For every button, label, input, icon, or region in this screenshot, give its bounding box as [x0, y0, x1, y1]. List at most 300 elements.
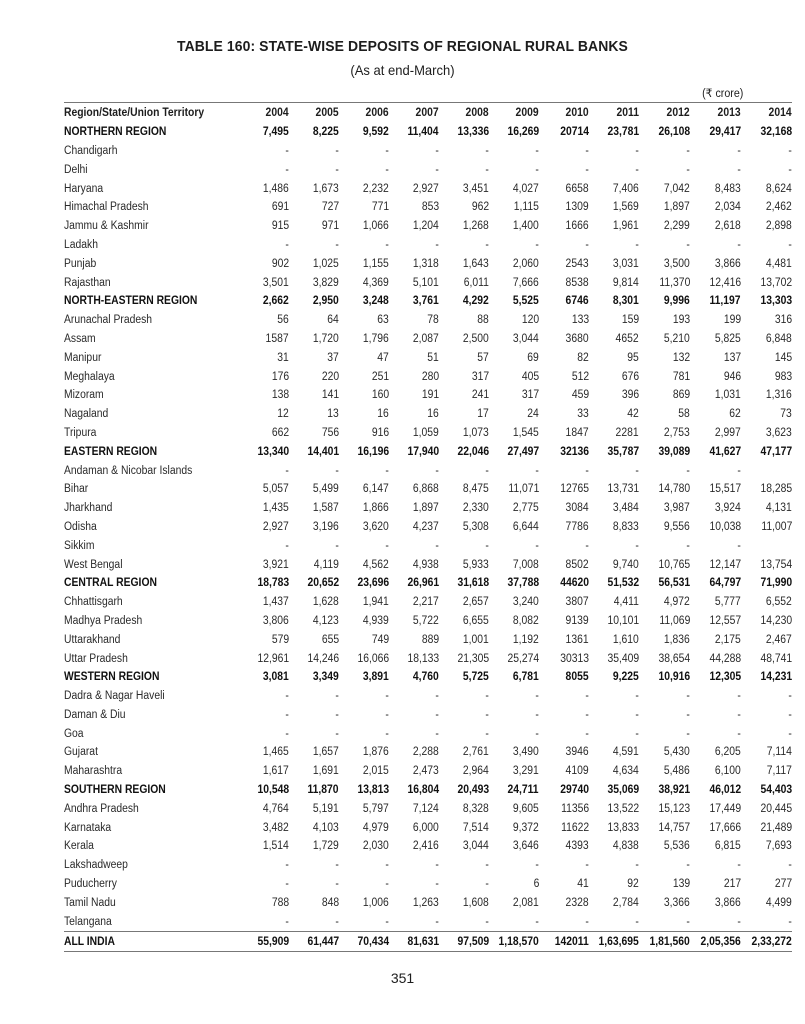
- cell-value: 56: [277, 314, 289, 327]
- row-label-cell: [64, 292, 239, 311]
- value-cell: [741, 724, 792, 743]
- row-label-cell: [64, 668, 239, 687]
- cell-value: 3,240: [513, 596, 539, 609]
- row-label: Puducherry: [64, 878, 117, 891]
- value-cell: [539, 555, 589, 574]
- cell-value: 1,81,560: [649, 935, 690, 948]
- cell-value: 159: [621, 314, 639, 327]
- cell-value: -: [385, 915, 389, 928]
- cell-value: 1361: [565, 633, 589, 646]
- region-row: [64, 442, 792, 461]
- value-cell: [539, 254, 589, 273]
- cell-value: -: [585, 144, 589, 157]
- cell-value: 16,804: [407, 784, 439, 797]
- row-label-cell: [64, 442, 239, 461]
- row-label-cell: [64, 217, 239, 236]
- cell-value: 7,666: [513, 276, 539, 289]
- cell-value: -: [435, 878, 439, 891]
- cell-value: 4,292: [463, 295, 489, 308]
- cell-value: 316: [774, 314, 792, 327]
- cell-value: -: [335, 539, 339, 552]
- value-cell: [339, 386, 389, 405]
- value-cell: [539, 837, 589, 856]
- state-row: [64, 555, 792, 574]
- value-cell: [589, 405, 639, 424]
- state-row: [64, 818, 792, 837]
- value-cell: [289, 198, 339, 217]
- cell-value: -: [686, 464, 690, 477]
- value-cell: [589, 348, 639, 367]
- value-cell: [489, 781, 539, 800]
- cell-value: 142011: [555, 935, 589, 948]
- cell-value: 13,336: [457, 126, 489, 139]
- cell-value: 191: [421, 389, 439, 402]
- row-label: ALL INDIA: [64, 935, 115, 948]
- cell-value: -: [285, 163, 289, 176]
- value-cell: [239, 781, 289, 800]
- cell-value: -: [385, 144, 389, 157]
- state-row: [64, 254, 792, 273]
- row-label: Goa: [64, 727, 84, 740]
- cell-value: 1,437: [263, 596, 289, 609]
- value-cell: [539, 893, 589, 912]
- cell-value: -: [686, 727, 690, 740]
- value-cell: [439, 706, 489, 725]
- value-cell: [389, 311, 439, 330]
- cell-value: 1,608: [463, 896, 489, 909]
- cell-value: 26,108: [658, 126, 690, 139]
- row-label-cell: [64, 499, 239, 518]
- state-row: [64, 273, 792, 292]
- value-cell: [741, 912, 792, 931]
- cell-value: 39,089: [658, 445, 690, 458]
- cell-value: 2,030: [363, 840, 389, 853]
- value-cell: [589, 179, 639, 198]
- value-cell: [489, 461, 539, 480]
- column-header-region: [64, 103, 239, 123]
- value-cell: [439, 818, 489, 837]
- cell-value: 44,288: [709, 652, 741, 665]
- value-cell: [741, 499, 792, 518]
- value-cell: [239, 912, 289, 931]
- cell-value: 11,404: [407, 126, 439, 139]
- value-cell: [239, 743, 289, 762]
- value-cell: [289, 837, 339, 856]
- cell-value: 3,866: [715, 896, 741, 909]
- cell-value: 3,921: [263, 558, 289, 571]
- row-label: NORTHERN REGION: [64, 126, 167, 139]
- cell-value: 193: [672, 314, 690, 327]
- value-cell: [639, 574, 690, 593]
- value-cell: [539, 856, 589, 875]
- cell-value: 137: [723, 351, 741, 364]
- cell-value: 54,403: [760, 784, 792, 797]
- cell-value: 6658: [565, 182, 589, 195]
- value-cell: [239, 123, 289, 142]
- value-cell: [489, 724, 539, 743]
- value-cell: [489, 442, 539, 461]
- value-cell: [339, 367, 389, 386]
- cell-value: -: [485, 727, 489, 740]
- value-cell: [741, 837, 792, 856]
- cell-value: -: [285, 859, 289, 872]
- value-cell: [289, 292, 339, 311]
- cell-value: -: [335, 859, 339, 872]
- value-cell: [389, 555, 439, 574]
- value-cell: [339, 687, 389, 706]
- cell-value: 2,997: [715, 426, 741, 439]
- cell-value: 3,500: [664, 257, 690, 270]
- value-cell: [741, 875, 792, 894]
- cell-value: 2,761: [463, 746, 489, 759]
- row-label-cell: [64, 461, 239, 480]
- cell-value: 81,631: [407, 935, 439, 948]
- column-header-year: [690, 103, 741, 123]
- value-cell: [389, 179, 439, 198]
- cell-value: 3,451: [463, 182, 489, 195]
- cell-value: 405: [521, 370, 539, 383]
- value-cell: [239, 837, 289, 856]
- row-label: Tripura: [64, 426, 97, 439]
- value-cell: [389, 574, 439, 593]
- cell-value: -: [385, 539, 389, 552]
- value-cell: [239, 198, 289, 217]
- value-cell: [389, 536, 439, 555]
- cell-value: 3,761: [413, 295, 439, 308]
- cell-value: -: [788, 708, 792, 721]
- value-cell: [239, 424, 289, 443]
- cell-value: 35,069: [607, 784, 639, 797]
- cell-value: 4,119: [313, 558, 339, 571]
- cell-value: 9,225: [613, 671, 639, 684]
- cell-value: 3,924: [715, 502, 741, 515]
- row-label: Assam: [64, 332, 96, 345]
- value-cell: [239, 668, 289, 687]
- cell-value: 3,484: [613, 502, 639, 515]
- value-cell: [741, 123, 792, 142]
- cell-value: 1,268: [463, 220, 489, 233]
- cell-value: -: [335, 727, 339, 740]
- value-cell: [639, 875, 690, 894]
- value-cell: [239, 160, 289, 179]
- row-label: Delhi: [64, 163, 88, 176]
- value-cell: [289, 687, 339, 706]
- value-cell: [589, 668, 639, 687]
- cell-value: 13,702: [760, 276, 792, 289]
- state-row: [64, 386, 792, 405]
- value-cell: [589, 932, 639, 952]
- value-cell: [339, 292, 389, 311]
- value-cell: [489, 687, 539, 706]
- cell-value: 6,552: [766, 596, 792, 609]
- value-cell: [439, 217, 489, 236]
- cell-value: 4109: [565, 765, 589, 778]
- value-cell: [289, 875, 339, 894]
- value-cell: [389, 273, 439, 292]
- value-cell: [339, 348, 389, 367]
- value-cell: [489, 593, 539, 612]
- cell-value: 2,087: [413, 332, 439, 345]
- value-cell: [389, 424, 439, 443]
- value-cell: [339, 311, 389, 330]
- value-cell: [439, 198, 489, 217]
- value-cell: [639, 236, 690, 255]
- value-cell: [489, 217, 539, 236]
- row-label: Jammu & Kashmir: [64, 220, 149, 233]
- value-cell: [589, 706, 639, 725]
- value-cell: [239, 555, 289, 574]
- cell-value: 1,514: [263, 840, 289, 853]
- page-title: TABLE 160: STATE-WISE DEPOSITS OF REGIONAL RURAL BANKS: [177, 38, 628, 55]
- value-cell: [339, 781, 389, 800]
- value-cell: [239, 612, 289, 631]
- cell-value: 7,042: [664, 182, 690, 195]
- value-cell: [639, 912, 690, 931]
- value-cell: [339, 142, 389, 161]
- value-cell: [389, 912, 439, 931]
- value-cell: [589, 799, 639, 818]
- value-cell: [589, 762, 639, 781]
- cell-value: 18,783: [257, 577, 289, 590]
- cell-value: 7786: [565, 520, 589, 533]
- value-cell: [539, 348, 589, 367]
- cell-value: -: [535, 238, 539, 251]
- value-cell: [539, 273, 589, 292]
- value-cell: [239, 292, 289, 311]
- value-cell: [690, 818, 741, 837]
- row-label: Rajasthan: [64, 276, 111, 289]
- value-cell: [489, 386, 539, 405]
- value-cell: [439, 630, 489, 649]
- value-cell: [389, 837, 439, 856]
- cell-value: 13,754: [760, 558, 792, 571]
- cell-value: 5,101: [413, 276, 439, 289]
- value-cell: [489, 612, 539, 631]
- value-cell: [289, 311, 339, 330]
- cell-value: 14,230: [760, 614, 792, 627]
- cell-value: -: [585, 238, 589, 251]
- row-label: Dadra & Nagar Haveli: [64, 690, 165, 703]
- deposits-table-container: [64, 102, 792, 952]
- cell-value: 4,939: [363, 614, 389, 627]
- state-row: [64, 217, 792, 236]
- value-cell: [690, 179, 741, 198]
- value-cell: [639, 649, 690, 668]
- cell-value: 41,627: [709, 445, 741, 458]
- value-cell: [339, 536, 389, 555]
- cell-value: 12765: [560, 483, 589, 496]
- value-cell: [489, 536, 539, 555]
- cell-value: 11,069: [659, 614, 690, 627]
- value-cell: [639, 668, 690, 687]
- cell-value: 15,123: [658, 802, 690, 815]
- row-label-cell: [64, 724, 239, 743]
- cell-value: 3,081: [263, 671, 289, 684]
- cell-value: 2,299: [664, 220, 690, 233]
- cell-value: 8,624: [766, 182, 792, 195]
- cell-value: 13,303: [760, 295, 792, 308]
- state-row: [64, 236, 792, 255]
- cell-value: -: [737, 915, 741, 928]
- row-label: Bihar: [64, 483, 89, 496]
- value-cell: [289, 555, 339, 574]
- row-label-cell: [64, 799, 239, 818]
- cell-value: -: [335, 915, 339, 928]
- value-cell: [389, 706, 439, 725]
- value-cell: [489, 405, 539, 424]
- cell-value: 71,990: [760, 577, 792, 590]
- row-label: Jharkhand: [64, 502, 113, 515]
- table-body: [64, 123, 792, 952]
- cell-value: 3,501: [263, 276, 289, 289]
- value-cell: [239, 386, 289, 405]
- value-cell: [741, 142, 792, 161]
- cell-value: 13,813: [357, 784, 389, 797]
- value-cell: [339, 330, 389, 349]
- value-cell: [489, 837, 539, 856]
- value-cell: [289, 799, 339, 818]
- cell-value: -: [335, 878, 339, 891]
- value-cell: [589, 630, 639, 649]
- value-cell: [439, 424, 489, 443]
- value-cell: [690, 311, 741, 330]
- value-cell: [289, 912, 339, 931]
- cell-value: 9,605: [513, 802, 539, 815]
- value-cell: [690, 442, 741, 461]
- value-cell: [639, 254, 690, 273]
- cell-value: 2,775: [513, 502, 539, 515]
- cell-value: 6,655: [463, 614, 489, 627]
- cell-value: 37,788: [507, 577, 539, 590]
- value-cell: [389, 236, 439, 255]
- state-row: [64, 142, 792, 161]
- cell-value: 4,499: [766, 896, 792, 909]
- cell-value: 2,034: [715, 201, 741, 214]
- cell-value: 1,316: [766, 389, 792, 402]
- cell-value: 781: [672, 370, 690, 383]
- value-cell: [589, 386, 639, 405]
- cell-value: 220: [321, 370, 339, 383]
- cell-value: -: [535, 859, 539, 872]
- cell-value: 2,964: [463, 765, 489, 778]
- value-cell: [639, 292, 690, 311]
- cell-value: -: [435, 708, 439, 721]
- cell-value: 13,731: [607, 483, 639, 496]
- cell-value: -: [737, 163, 741, 176]
- cell-value: -: [788, 859, 792, 872]
- cell-value: 70,434: [357, 935, 389, 948]
- value-cell: [239, 499, 289, 518]
- value-cell: [690, 367, 741, 386]
- cell-value: 4652: [615, 332, 639, 345]
- cell-value: 4393: [565, 840, 589, 853]
- cell-value: 33: [577, 408, 589, 421]
- value-cell: [690, 292, 741, 311]
- state-row: [64, 330, 792, 349]
- cell-value: 1,876: [363, 746, 389, 759]
- column-header-label: 2014: [768, 107, 792, 120]
- deposits-table: [64, 102, 792, 952]
- value-cell: [489, 198, 539, 217]
- cell-value: 1,545: [513, 426, 539, 439]
- cell-value: 46,012: [709, 784, 741, 797]
- cell-value: 14,246: [307, 652, 339, 665]
- value-cell: [690, 198, 741, 217]
- cell-value: 3807: [565, 596, 589, 609]
- value-cell: [690, 574, 741, 593]
- column-header-label: 2007: [415, 107, 439, 120]
- value-cell: [389, 461, 439, 480]
- value-cell: [289, 179, 339, 198]
- value-cell: [690, 142, 741, 161]
- cell-value: 6,100: [715, 765, 741, 778]
- row-label-cell: [64, 630, 239, 649]
- cell-value: 869: [672, 389, 690, 402]
- cell-value: 2,33,272: [751, 935, 792, 948]
- cell-value: 4,027: [513, 182, 539, 195]
- cell-value: -: [535, 163, 539, 176]
- value-cell: [690, 536, 741, 555]
- value-cell: [289, 574, 339, 593]
- value-cell: [339, 254, 389, 273]
- cell-value: 2,500: [463, 332, 489, 345]
- value-cell: [339, 743, 389, 762]
- row-label-cell: [64, 762, 239, 781]
- value-cell: [741, 518, 792, 537]
- cell-value: 17: [477, 408, 489, 421]
- cell-value: 32,168: [760, 126, 792, 139]
- cell-value: 7,495: [263, 126, 289, 139]
- cell-value: 23,781: [607, 126, 639, 139]
- cell-value: 1,961: [613, 220, 639, 233]
- cell-value: 3,031: [613, 257, 639, 270]
- row-label: CENTRAL REGION: [64, 577, 157, 590]
- cell-value: -: [788, 727, 792, 740]
- value-cell: [289, 668, 339, 687]
- value-cell: [389, 292, 439, 311]
- cell-value: -: [635, 915, 639, 928]
- cell-value: 662: [271, 426, 289, 439]
- value-cell: [539, 536, 589, 555]
- row-label-cell: [64, 367, 239, 386]
- value-cell: [389, 330, 439, 349]
- cell-value: -: [435, 915, 439, 928]
- value-cell: [439, 499, 489, 518]
- row-label: Manipur: [64, 351, 102, 364]
- value-cell: [539, 781, 589, 800]
- state-row: [64, 912, 792, 931]
- value-cell: [439, 386, 489, 405]
- value-cell: [489, 555, 539, 574]
- value-cell: [289, 932, 339, 952]
- state-row: [64, 198, 792, 217]
- cell-value: 20,652: [307, 577, 339, 590]
- cell-value: -: [737, 464, 741, 477]
- cell-value: 2,473: [413, 765, 439, 778]
- cell-value: 4,481: [766, 257, 792, 270]
- value-cell: [289, 367, 339, 386]
- cell-value: 1,617: [263, 765, 289, 778]
- cell-value: 6,868: [413, 483, 439, 496]
- column-header-label: 2013: [717, 107, 741, 120]
- value-cell: [690, 762, 741, 781]
- value-cell: [489, 160, 539, 179]
- value-cell: [439, 236, 489, 255]
- value-cell: [239, 518, 289, 537]
- value-cell: [589, 875, 639, 894]
- cell-value: 6,815: [715, 840, 741, 853]
- value-cell: [741, 236, 792, 255]
